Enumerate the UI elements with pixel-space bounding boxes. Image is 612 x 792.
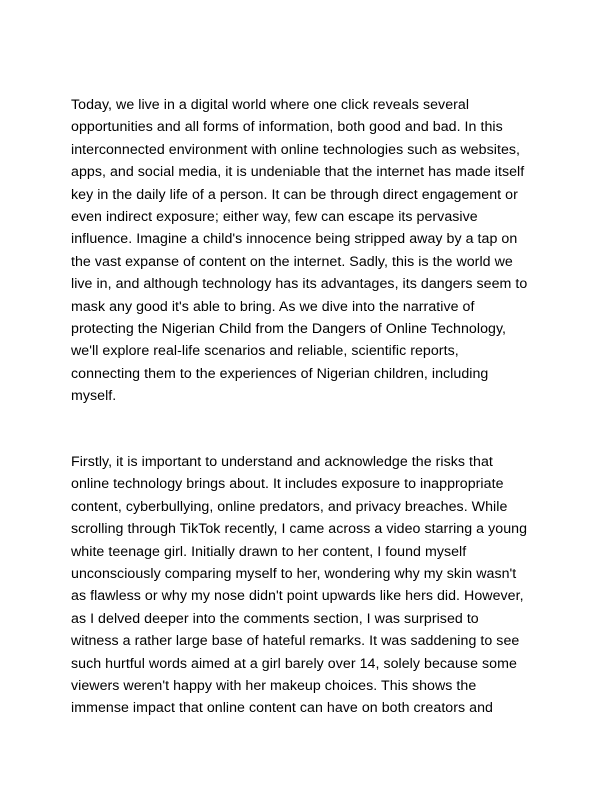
text-line: opportunities and all forms of information, both good and bad. In this [71,119,503,136]
text-line: key in the daily life of a person. It can be through direct engagement or [71,186,518,203]
text-line: influence. Imagine a child's innocence being stripped away by a tap on [71,231,518,248]
text-line: myself. [71,388,117,405]
text-line: Firstly, it is important to understand and acknowledge the risks that [71,454,493,470]
text-line: even indirect exposure; either way, few can escape its pervasive [71,208,478,225]
text-line: as I delved deeper into the comments section, I was surprised to [71,610,479,627]
text-line: mask any good it's able to bring. As we dive into the narrative of [71,298,475,315]
text-line: immense impact that online content can have on both creators and [71,700,493,717]
text-line: viewers weren't happy with her makeup choices. This shows the [71,677,477,694]
text-line: witness a rather large base of hateful remarks. It was saddening to see [71,633,520,650]
text-line: protecting the Nigerian Child from the Dangers of Online Technology, [71,320,507,337]
text-line: white teenage girl. Initially drawn to her content, I found myself [71,543,467,560]
text-line: online technology brings about. It includes exposure to inappropriate [71,476,504,493]
text-line: connecting them to the experiences of Nigerian children, including [71,365,489,382]
text-line: unconsciously comparing myself to her, wondering why my skin wasn't [71,565,517,582]
text-line: Today, we live in a digital world where one click reveals several [71,97,470,113]
text-line: scrolling through TikTok recently, I came across a video starring a young [71,521,528,538]
text-line: interconnected environment with online technologies such as websites, [71,141,521,158]
paragraph-introduction [71,94,551,407]
paragraph-risks [71,451,551,720]
text-line: content, cyberbullying, online predators, and privacy breaches. While [71,498,508,515]
text-line: such hurtful words aimed at a girl barely over 14, solely because some [71,655,517,672]
text-line: as flawless or why my nose didn't point upwards like hers did. However, [71,588,524,605]
text-line: we'll explore real-life scenarios and reliable, scientific reports, [71,343,459,360]
text-line: apps, and social media, it is undeniable that the internet has made itself [71,164,525,181]
text-line: live in, and although technology has its advantages, its dangers seem to [71,276,528,293]
text-line: the vast expanse of content on the internet. Sadly, this is the world we [71,253,513,270]
